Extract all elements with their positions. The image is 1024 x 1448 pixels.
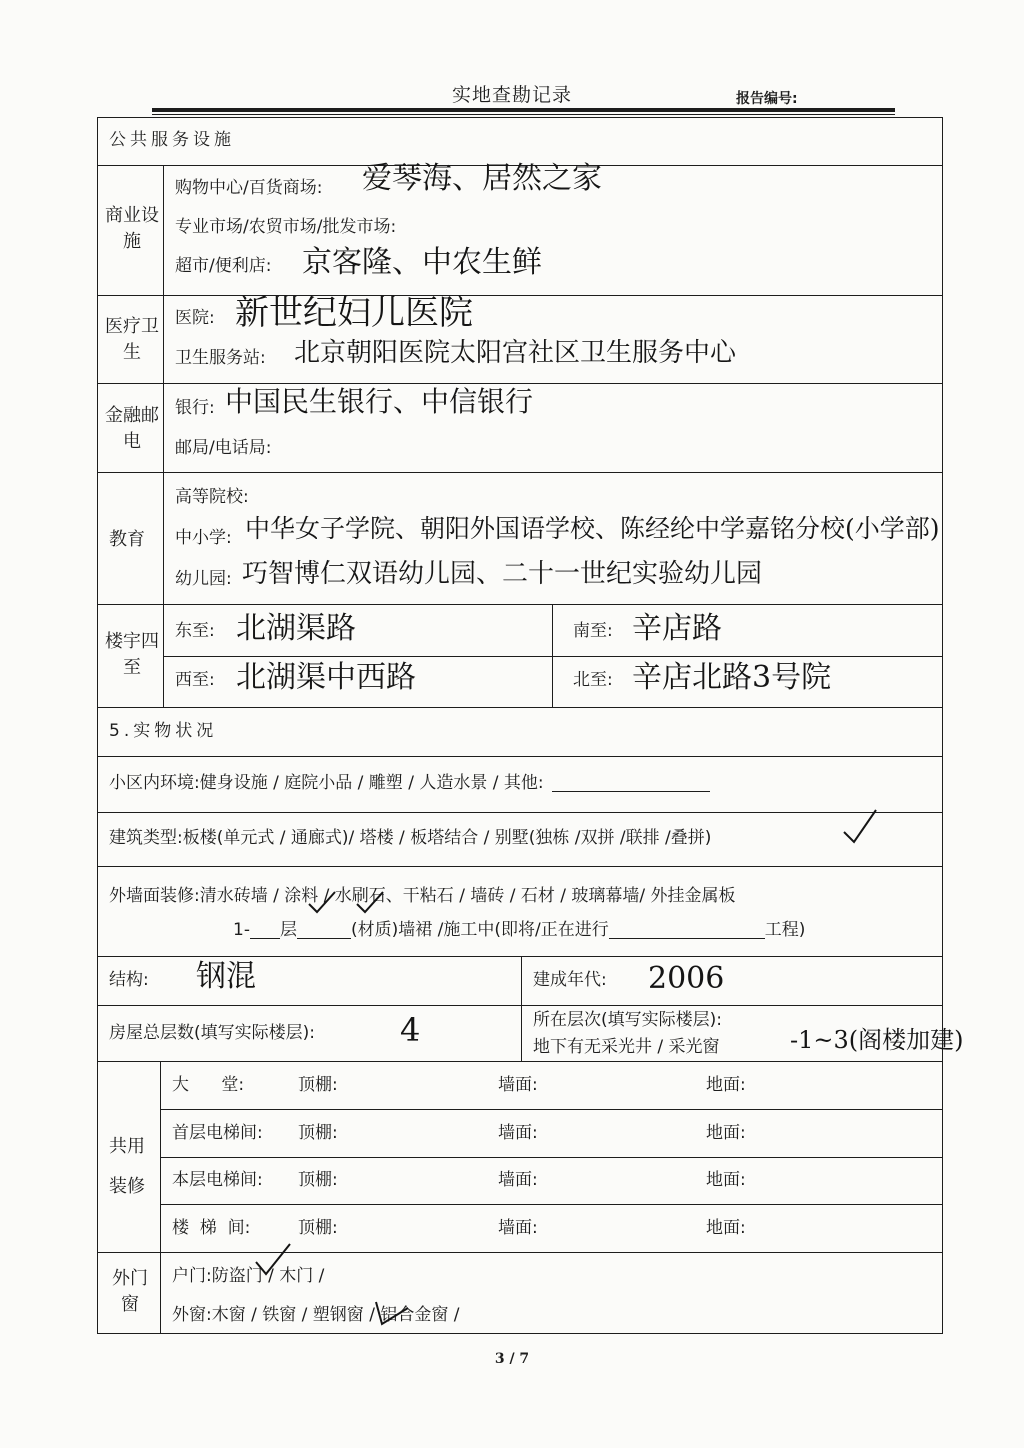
supermarket-value: 京客隆、中农生鲜 xyxy=(302,245,542,280)
north-label: 北至: xyxy=(573,670,613,690)
north-value: 辛店北路3号院 xyxy=(632,660,832,695)
row-divider xyxy=(97,295,943,296)
supermarket-label: 超市/便利店: xyxy=(175,256,272,276)
row-divider xyxy=(160,1109,943,1110)
form-table xyxy=(97,117,943,1334)
row-divider xyxy=(160,1204,943,1205)
floor-elevator-ceiling-label: 顶棚: xyxy=(298,1170,338,1190)
school-label: 中小学: xyxy=(175,528,232,548)
material-blank xyxy=(297,938,351,939)
checkmark-icon xyxy=(840,806,880,846)
row-divider xyxy=(97,604,943,605)
floor-elevator-hall-label: 本层电梯间: xyxy=(172,1170,263,1190)
row-divider xyxy=(97,756,943,757)
section-title-physical: 5.实物状况 xyxy=(109,721,218,741)
hospital-value: 新世纪妇儿医院 xyxy=(235,293,473,333)
stairwell-ceiling-label: 顶棚: xyxy=(298,1218,338,1238)
lobby-floor-label: 地面: xyxy=(706,1075,746,1095)
row-divider xyxy=(97,383,943,384)
structure-label: 结构: xyxy=(109,970,149,990)
row-divider xyxy=(97,1252,943,1253)
health-station-value: 北京朝阳医院太阳宫社区卫生服务中心 xyxy=(294,338,737,368)
facade-line-2 xyxy=(233,922,805,939)
school-value: 中华女子学院、朝阳外国语学校、陈经纶中学嘉铭分校(小学部) xyxy=(245,514,940,543)
row-divider xyxy=(97,956,943,957)
floor-elevator-wall-label: 墙面: xyxy=(498,1170,538,1190)
category-common-decoration xyxy=(109,1127,149,1207)
college-label: 高等院校: xyxy=(175,487,249,507)
report-number-label: 报告编号: xyxy=(736,91,798,107)
facade-skirt-range-label: 1- xyxy=(233,920,250,940)
floor-level-label: 所在层次(填写实际楼层): xyxy=(533,1010,722,1030)
column-divider xyxy=(521,956,522,1061)
row-divider xyxy=(97,866,943,867)
category-doors-windows xyxy=(108,1266,152,1318)
bank-value: 中国民生银行、中信银行 xyxy=(225,385,534,418)
common-decoration-text: 共用装修 xyxy=(109,1136,145,1197)
lobby-wall-label: 墙面: xyxy=(498,1075,538,1095)
basement-light-label: 地下有无采光井 / 采光窗 xyxy=(533,1037,720,1057)
lobby-label: 大 堂: xyxy=(172,1075,245,1095)
health-station-label: 卫生服务站: xyxy=(175,348,266,368)
facade-project-label: 工程) xyxy=(764,920,806,940)
category-medical: 医疗卫生 xyxy=(105,316,159,363)
row-divider xyxy=(160,1157,943,1158)
row-divider xyxy=(163,656,943,657)
total-floors-label: 房屋总层数(填写实际楼层): xyxy=(109,1023,315,1043)
environment-row xyxy=(109,775,710,792)
floor-level-value: -1~3(阁楼加建) xyxy=(790,1026,964,1054)
floor-blank xyxy=(250,938,280,939)
category-commercial: 商业设施 xyxy=(105,205,159,252)
total-floors-value: 4 xyxy=(400,1011,421,1049)
category-finance: 金融邮电 xyxy=(105,405,159,452)
south-value: 辛店路 xyxy=(632,611,722,646)
column-divider xyxy=(552,604,553,707)
built-year-label: 建成年代: xyxy=(533,970,607,990)
facade-skirt-floor-label: 层 xyxy=(279,920,297,940)
east-label: 东至: xyxy=(175,621,215,641)
market-label: 专业市场/农贸市场/批发市场: xyxy=(175,217,397,237)
page-number: 3 / 7 xyxy=(494,1351,530,1367)
header-rule-thin xyxy=(152,114,895,115)
hospital-label: 医院: xyxy=(175,308,215,328)
stairwell-label: 楼 梯 间: xyxy=(172,1218,251,1238)
kindergarten-value: 巧智博仁双语幼儿园、二十一世纪实验幼儿园 xyxy=(242,559,763,589)
document-title: 实地查勘记录 xyxy=(451,84,572,106)
ground-elevator-wall-label: 墙面: xyxy=(498,1123,538,1143)
row-divider xyxy=(97,472,943,473)
mall-value: 爱琴海、居然之家 xyxy=(362,161,602,196)
checkmark-icon xyxy=(372,1298,412,1328)
checkmark-icon xyxy=(355,890,385,916)
mall-label: 购物中心/百货商场: xyxy=(175,178,323,198)
building-type-text: 建筑类型:板楼(单元式 / 通廊式)/ 塔楼 / 板塔结合 / 别墅(独栋 /双拼 /联排 /叠拼) xyxy=(109,828,712,848)
entry-door-text: 户门:防盗门 / 木门 / xyxy=(172,1266,325,1286)
facade-line-1: 外墙面装修:清水砖墙 / 涂料 / 水刷石、干粘石 / 墙砖 / 石材 / 玻璃幕墙/ 外挂金属板 xyxy=(109,886,736,906)
west-label: 西至: xyxy=(175,670,215,690)
column-divider xyxy=(163,165,164,707)
row-divider xyxy=(97,1005,943,1006)
checkmark-icon xyxy=(307,890,337,916)
row-divider xyxy=(97,707,943,708)
column-divider xyxy=(160,1061,161,1334)
ground-elevator-floor-label: 地面: xyxy=(706,1123,746,1143)
stairwell-wall-label: 墙面: xyxy=(498,1218,538,1238)
facade-skirt-material-label: (材质)墙裙 /施工中(即将/正在进行 xyxy=(350,920,609,940)
category-boundaries: 楼宇四至 xyxy=(105,631,159,678)
bank-label: 银行: xyxy=(175,398,215,418)
environment-text: 小区内环境:健身设施 / 庭院小品 / 雕塑 / 人造水景 / 其他: xyxy=(109,773,544,793)
lobby-ceiling-label: 顶棚: xyxy=(298,1075,338,1095)
kindergarten-label: 幼儿园: xyxy=(175,569,232,589)
structure-value: 钢混 xyxy=(196,959,256,994)
stairwell-floor-label: 地面: xyxy=(706,1218,746,1238)
post-office-label: 邮局/电话局: xyxy=(175,438,272,458)
section-title-public-facilities: 公共服务设施 xyxy=(109,130,235,150)
exterior-window-text: 外窗:木窗 / 铁窗 / 塑钢窗 / 铝合金窗 / xyxy=(172,1305,460,1325)
ground-elevator-ceiling-label: 顶棚: xyxy=(298,1123,338,1143)
row-divider xyxy=(97,812,943,813)
checkmark-icon xyxy=(252,1242,292,1278)
environment-other-blank xyxy=(552,791,710,792)
west-value: 北湖渠中西路 xyxy=(236,660,416,695)
project-blank xyxy=(609,938,765,939)
header-rule xyxy=(152,108,895,112)
ground-elevator-hall-label: 首层电梯间: xyxy=(172,1123,263,1143)
built-year-value: 2006 xyxy=(648,961,725,996)
south-label: 南至: xyxy=(573,621,613,641)
floor-elevator-floor-label: 地面: xyxy=(706,1170,746,1190)
category-education: 教育 xyxy=(109,529,145,550)
row-divider xyxy=(97,1061,943,1062)
east-value: 北湖渠路 xyxy=(236,611,356,646)
doors-windows-text: 外门窗 xyxy=(112,1268,148,1315)
